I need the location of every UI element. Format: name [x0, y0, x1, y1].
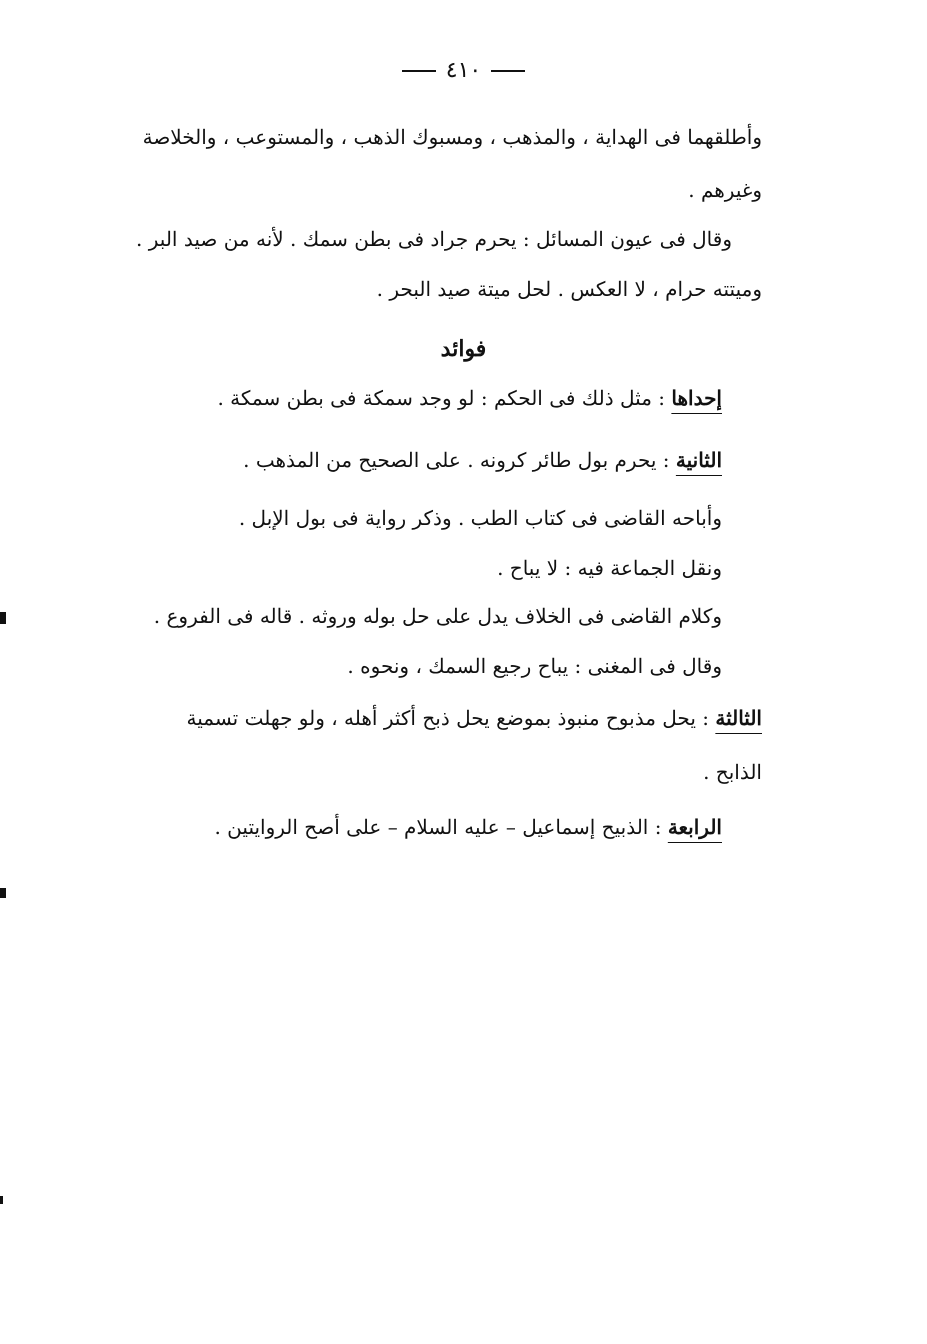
- faida-2-line2: وأباحه القاضى فى كتاب الطب . وذكر رواية فى بول الإبل .: [238, 506, 722, 530]
- faida-4-label: الرابعة: [667, 815, 722, 839]
- scan-margin-mark: [0, 612, 6, 624]
- faida-2-line4: وكلام القاضى فى الخلاف يدل على حل بوله وروثه . قاله فى الفروع .: [153, 604, 722, 628]
- faida-2-text: : يحرم بول طائر كرونه . على الصحيح من المذهب .: [243, 448, 670, 472]
- faida-3-text: : يحل مذبوح منبوذ بموضع يحل ذبح أكثر أهله ، ولو جهلت تسمية: [186, 706, 709, 730]
- faida-2-line5: وقال فى المغنى : يباح رجيع السمك ، ونحوه .: [347, 654, 722, 678]
- section-heading: فوائد: [440, 336, 487, 362]
- page-number: [0, 58, 927, 83]
- scan-margin-mark: [0, 1196, 3, 1204]
- scan-margin-mark: [0, 888, 6, 898]
- paragraph1-line2: وغيرهم .: [688, 178, 762, 202]
- faida-1-label: إحداها: [671, 386, 722, 410]
- faida-4: [214, 815, 722, 839]
- faida-4-text: : الذبيح إسماعيل – عليه السلام – على أصح الروايتين .: [214, 815, 662, 839]
- faida-3-line2: الذابح .: [703, 760, 762, 784]
- faida-2-line3: ونقل الجماعة فيه : لا يباح .: [497, 556, 722, 580]
- faida-3: [187, 706, 763, 730]
- page-number-text: ٤١٠: [445, 58, 482, 83]
- faida-3-label: الثالثة: [715, 706, 762, 730]
- faida-2: [243, 448, 722, 472]
- paragraph2-line2: وميتته حرام ، لا العكس . لحل ميتة صيد البحر .: [376, 277, 762, 301]
- page-number-dash-left: [402, 70, 436, 72]
- faida-1-text: : مثل ذلك فى الحكم : لو وجد سمكة فى بطن سمكة .: [217, 386, 666, 410]
- paragraph2-line1: وقال فى عيون المسائل : يحرم جراد فى بطن سمك . لأنه من صيد البر .: [136, 227, 732, 251]
- faida-2-label: الثانية: [675, 448, 722, 472]
- page-number-dash-right: [491, 70, 525, 72]
- faida-1: [217, 386, 722, 410]
- paragraph1-line1: وأطلقهما فى الهداية ، والمذهب ، ومسبوك الذهب ، والمستوعب ، والخلاصة: [142, 125, 762, 149]
